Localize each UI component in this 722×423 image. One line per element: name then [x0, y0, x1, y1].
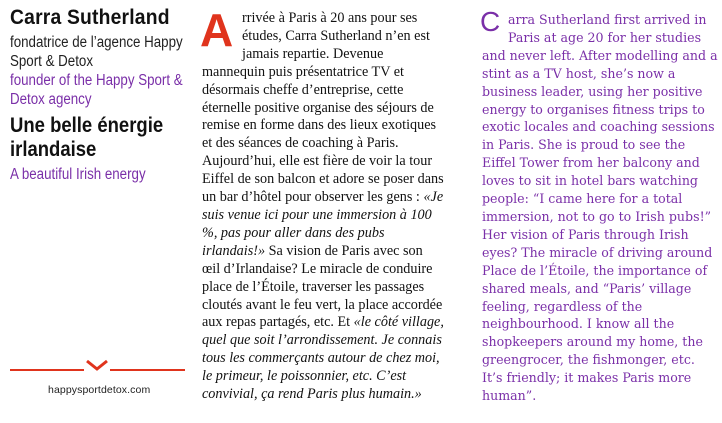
website-link[interactable]: happysportdetox.com: [48, 384, 151, 396]
quote-italic: «le côté village, quel que soit l’arrondissement. Je connais tous les commerçants autour de chez moi, le primeur, le poissonnier, etc. C’est convivial, ça rend Paris plus humain.»: [202, 314, 444, 403]
article-english-body: arra Sutherland first arrived in Paris at age 20 for her studies and never left. After modelling and a stint as a TV host, she’s now a business leader, using her positive energy to organises fitness trips to exotic locales and coaching sessions in Paris. She is proud to see the Eiffel Tower from her balcony and loves to sit in hotel bars watching people: “I came here for a total immersion, not to go to Irish pubs!” Her vision of Paris through Irish eyes? The miracle of driving around Place de l’Étoile, the importance of shared meals, and “Paris’ village feeling, regardless of the neighbourhood. I know all the shopkeepers around my home, the greengrocer, the fishmonger, etc. It’s friendly; it makes Paris more human”.: [482, 12, 718, 404]
quote-italic: «Je suis venue ici pour une immersion à 100 %, pas pour aller dans des pubs irlandais!»: [202, 189, 444, 259]
profile-sidebar: [10, 6, 190, 184]
article-french: [200, 4, 444, 404]
role-french: fondatrice de l’agence Happy Sport & Detox: [10, 34, 183, 70]
role-english: founder of the Happy Sport & Detox agency: [10, 72, 183, 108]
chevron-down-icon: [84, 358, 110, 372]
person-name: Carra Sutherland: [10, 6, 170, 29]
article-french-body: rrivée à Paris à 20 ans pour ses études, Carra Sutherland n’en est jamais repartie. Devenue mannequin puis présentatrice TV et désormais cheffe d’entreprise, cette éternelle positive organise des séjours de remise en forme dans des lieux exotiques et des séances de coaching à Paris. Aujourd’hui, elle est fière de voir la tour Eiffel de son balcon et adore se poser dans un bar d’hôtel pour observer les gens : «Je suis venue ici pour une immersion à 100 %, pas pour aller dans des pubs irlandais!» Sa vision de Paris avec son œil d’Irlandaise? Le miracle de conduire place de l’Étoile, traverser les passages cloutés avant le feu vert, la place accordée aux repas partagés, etc. Et «le côté village, quel que soit l’arrondissement. Je connais tous les commerçants autour de chez moi, le primeur, le poissonnier, etc. C’est convivial, ça rend Paris plus humain.»: [202, 10, 444, 403]
dropcap-english: [480, 6, 504, 37]
dropcap-letter: C: [480, 6, 501, 37]
dropcap-french: [200, 4, 236, 56]
article-english: [480, 6, 718, 405]
headline-english: A beautiful Irish energy: [10, 166, 146, 183]
dropcap-letter: A: [200, 4, 234, 56]
headline-french: Une belle énergie irlandaise: [10, 113, 164, 161]
